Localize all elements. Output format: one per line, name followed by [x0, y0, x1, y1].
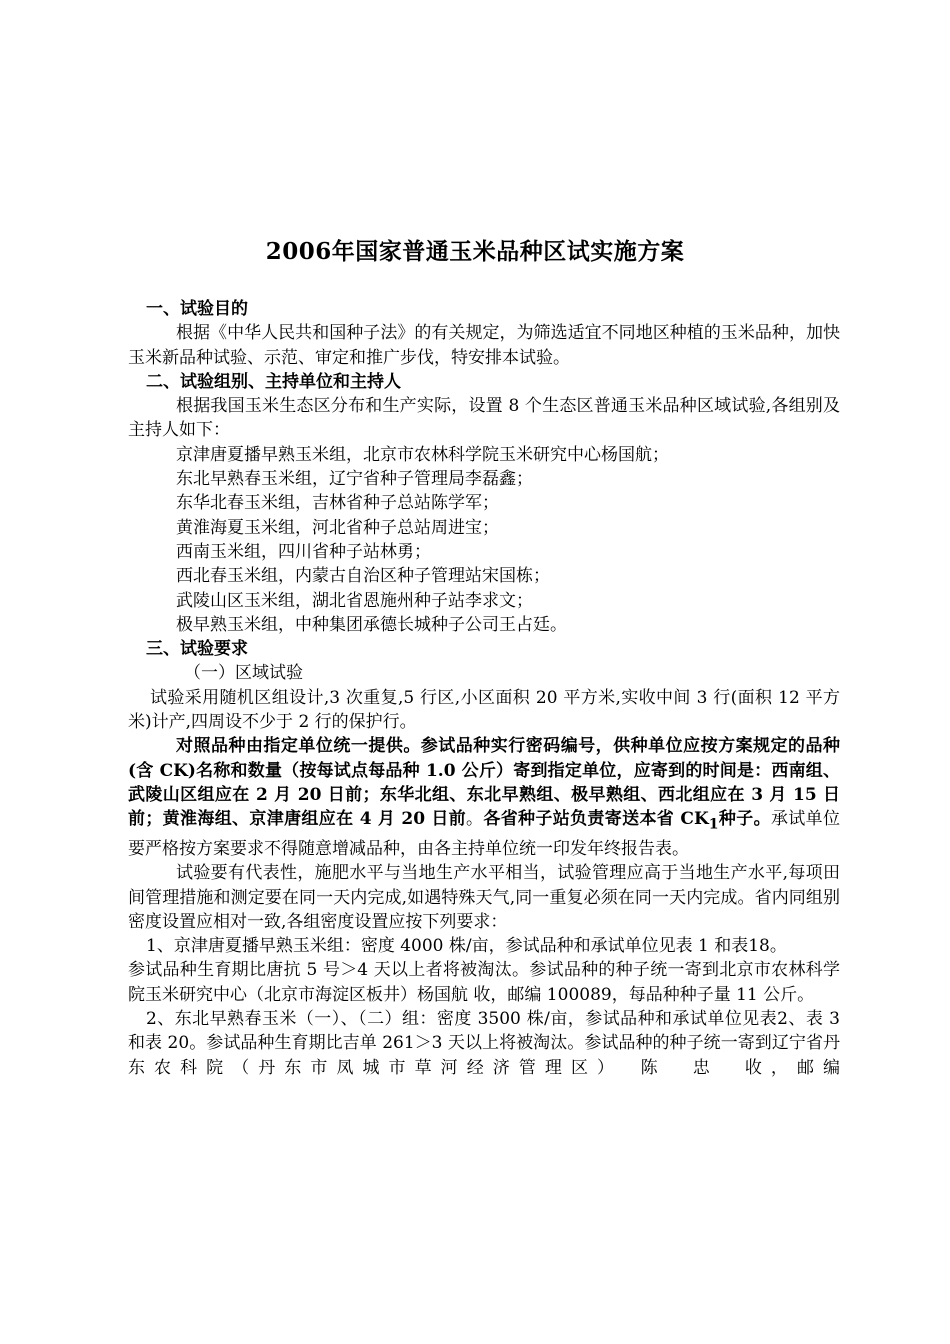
subsection-heading: （一）区域试验 [184, 663, 303, 684]
seed-delivery-bold-text: 对照品种由指定单位统一提供。参试品种实行密码编号，供种单位应按方案规定的品种(含 CK)名称和数量（按每试点每品种 1.0 公斤）寄到指定单位，应寄到的时间是：西南组、武陵山区组应在 2 月 20 日前；东华北组、东北早熟组、极早熟组、西北组应在 3 月 15 日前；黄淮海组、京津唐组应在 4 月 20 日前 [128, 736, 840, 830]
group-item: 武陵山区玉米组，湖北省恩施州种子站李求文； [176, 590, 533, 611]
representativeness-paragraph: 试验要有代表性，施肥水平与当地生产水平相当，试验管理应高于当地生产水平,每项田间管理措施和测定要在同一天内完成,如遇特殊天气,同一重复必须在同一天内完成。省内同组别密度设置应相对一致,各组密度设置应按下列要求： [128, 863, 840, 932]
group-item: 京津唐夏播早熟玉米组，北京市农林科学院玉米研究中心杨国航； [176, 444, 669, 465]
section1-paragraph: 根据《中华人民共和国种子法》的有关规定，为筛选适宜不同地区种植的玉米品种，加快玉米新品种试验、示范、审定和推广步伐，特安排本试验。 [128, 323, 840, 368]
document-body [128, 297, 840, 1080]
ck-subscript: 1 [708, 816, 719, 833]
ck-supply-text: 各省种子站负责寄送本省 CK [483, 809, 709, 830]
design-paragraph: 试验采用随机区组设计,3 次重复,5 行区,小区面积 20 平方米,实收中间 3 行(面积 12 平方米)计产,四周设不少于 2 行的保护行。 [128, 687, 840, 733]
item1-details: 参试品种生育期比唐抗 5 号＞4 天以上者将被淘汰。参试品种的种子统一寄到北京市农林科学院玉米研究中心（北京市海淀区板井）杨国航 收，邮编 100089，每品种种子量 11 公斤。 [128, 960, 840, 1005]
section3-heading: 三、试验要求 [146, 639, 248, 660]
ck-supply-bold-text [483, 809, 771, 833]
group-item: 东华北春玉米组，吉林省种子总站陈学军； [176, 493, 499, 514]
group-item: 西南玉米组，四川省种子站林勇； [176, 541, 431, 562]
ck-supply-end: 种子。 [718, 809, 771, 830]
section2-heading: 二、试验组别、主持单位和主持人 [146, 371, 401, 392]
document-title: 2006年国家普通玉米品种区试实施方案 [265, 238, 685, 265]
period-mark: 。 [466, 809, 484, 830]
section1-heading: 一、试验目的 [146, 299, 248, 319]
seed-delivery-paragraph [128, 734, 840, 861]
group-item: 东北早熟春玉米组，辽宁省种子管理局李磊鑫； [176, 469, 533, 490]
section2-paragraph: 根据我国玉米生态区分布和生产实际，设置 8 个生态区普通玉米品种区域试验,各组别及主持人如下： [128, 396, 840, 441]
group-item: 黄淮海夏玉米组，河北省种子总站周进宝； [176, 517, 499, 538]
report-form-text: 承试单位要严格按方案要求不得随意增减品种，由各主持单位统一印发年终报告表。 [128, 809, 840, 859]
item2-paragraph: 2、东北早熟春玉米（一）、（二）组：密度 3500 株/亩，参试品种和承试单位见表2、表 3 和表 20。参试品种生育期比吉单 261＞3 天以上将被淘汰。参试品种的种子统一寄到辽宁省丹东农科院（丹东市凤城市草河经济管理区） 陈 忠 收，邮编 [128, 1009, 840, 1078]
item1-paragraph: 1、京津唐夏播早熟玉米组：密度 4000 株/亩，参试品种和承试单位见表 1 和表18。 [146, 936, 787, 957]
group-item: 西北春玉米组，内蒙古自治区种子管理站宋国栋； [176, 566, 550, 587]
group-item: 极早熟玉米组，中种集团承德长城种子公司王占廷。 [176, 614, 567, 635]
